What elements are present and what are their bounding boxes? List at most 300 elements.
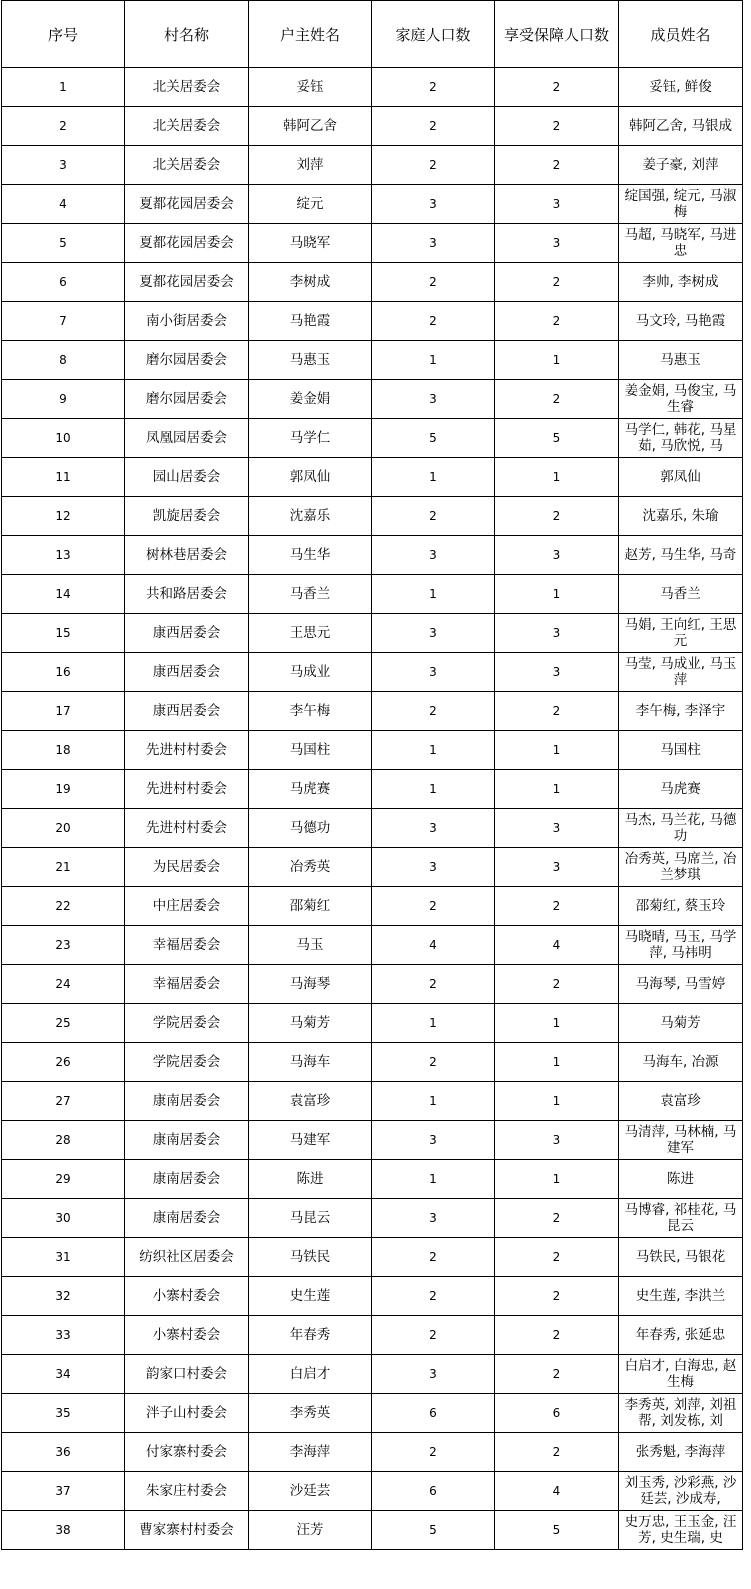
table-row bbox=[2, 419, 743, 458]
cell-family-size: 3 bbox=[372, 614, 495, 653]
cell-householder: 韩阿乙舍 bbox=[249, 107, 372, 146]
cell-family-size: 2 bbox=[372, 68, 495, 107]
table-row bbox=[2, 731, 743, 770]
cell-family-size: 2 bbox=[372, 1238, 495, 1277]
cell-family-size: 3 bbox=[372, 536, 495, 575]
col-header-members: 成员姓名 bbox=[619, 1, 743, 68]
cell-village: 小寨村委会 bbox=[125, 1316, 249, 1355]
cell-family-size: 3 bbox=[372, 224, 495, 263]
member-names: 郭凤仙 bbox=[660, 469, 701, 485]
cell-index: 1 bbox=[2, 68, 125, 107]
cell-index: 36 bbox=[2, 1433, 125, 1472]
table-row bbox=[2, 926, 743, 965]
member-names: 马国柱 bbox=[660, 742, 701, 758]
cell-covered-count: 3 bbox=[495, 848, 619, 887]
cell-householder: 姜金娟 bbox=[249, 380, 372, 419]
cell-village: 北关居委会 bbox=[125, 68, 249, 107]
cell-householder: 邵菊红 bbox=[249, 887, 372, 926]
cell-index: 26 bbox=[2, 1043, 125, 1082]
member-names: 沈嘉乐, 朱瑜 bbox=[642, 508, 719, 524]
cell-family-size: 3 bbox=[372, 848, 495, 887]
cell-householder: 李海萍 bbox=[249, 1433, 372, 1472]
member-names: 马清萍, 马林楠, 马建军 bbox=[624, 1124, 737, 1156]
cell-village: 凯旋居委会 bbox=[125, 497, 249, 536]
cell-covered-count: 1 bbox=[495, 1160, 619, 1199]
header-row bbox=[2, 1, 743, 68]
cell-family-size: 2 bbox=[372, 1433, 495, 1472]
cell-covered-count: 1 bbox=[495, 1004, 619, 1043]
table-row bbox=[2, 1160, 743, 1199]
table-row bbox=[2, 1082, 743, 1121]
table-row bbox=[2, 1238, 743, 1277]
member-names: 马铁民, 马银花 bbox=[635, 1249, 726, 1265]
cell-members bbox=[619, 1394, 743, 1433]
cell-members bbox=[619, 1160, 743, 1199]
cell-village: 为民居委会 bbox=[125, 848, 249, 887]
cell-covered-count: 3 bbox=[495, 653, 619, 692]
member-names: 冶秀英, 马席兰, 冶兰梦琪 bbox=[624, 851, 737, 883]
member-names: 马虎赛 bbox=[660, 781, 701, 797]
cell-index: 10 bbox=[2, 419, 125, 458]
cell-family-size: 5 bbox=[372, 1511, 495, 1550]
cell-village: 康西居委会 bbox=[125, 692, 249, 731]
table-row bbox=[2, 536, 743, 575]
cell-householder: 马建军 bbox=[249, 1121, 372, 1160]
member-names: 白启才, 白海忠, 赵生梅 bbox=[624, 1358, 737, 1390]
col-header-householder: 户主姓名 bbox=[249, 1, 372, 68]
cell-covered-count: 1 bbox=[495, 458, 619, 497]
col-header-village: 村名称 bbox=[125, 1, 249, 68]
cell-householder: 马玉 bbox=[249, 926, 372, 965]
table-row bbox=[2, 848, 743, 887]
cell-village: 朱家庄村委会 bbox=[125, 1472, 249, 1511]
cell-householder: 马铁民 bbox=[249, 1238, 372, 1277]
cell-members bbox=[619, 341, 743, 380]
table-row bbox=[2, 770, 743, 809]
cell-village: 先进村村委会 bbox=[125, 731, 249, 770]
cell-family-size: 1 bbox=[372, 341, 495, 380]
cell-householder: 王思元 bbox=[249, 614, 372, 653]
table-row bbox=[2, 185, 743, 224]
cell-covered-count: 2 bbox=[495, 302, 619, 341]
table-row bbox=[2, 692, 743, 731]
col-header-covered-count: 享受保障人口数 bbox=[495, 1, 619, 68]
cell-householder: 妥钰 bbox=[249, 68, 372, 107]
cell-index: 9 bbox=[2, 380, 125, 419]
cell-householder: 马昆云 bbox=[249, 1199, 372, 1238]
cell-index: 29 bbox=[2, 1160, 125, 1199]
cell-covered-count: 5 bbox=[495, 1511, 619, 1550]
cell-members bbox=[619, 458, 743, 497]
table-row bbox=[2, 458, 743, 497]
cell-village: 康西居委会 bbox=[125, 614, 249, 653]
cell-covered-count: 2 bbox=[495, 692, 619, 731]
cell-members bbox=[619, 224, 743, 263]
cell-index: 35 bbox=[2, 1394, 125, 1433]
cell-members bbox=[619, 497, 743, 536]
cell-members bbox=[619, 1316, 743, 1355]
cell-index: 15 bbox=[2, 614, 125, 653]
cell-index: 11 bbox=[2, 458, 125, 497]
cell-covered-count: 2 bbox=[495, 68, 619, 107]
cell-members bbox=[619, 1511, 743, 1550]
table-row bbox=[2, 224, 743, 263]
cell-village: 夏都花园居委会 bbox=[125, 224, 249, 263]
cell-householder: 年春秀 bbox=[249, 1316, 372, 1355]
cell-householder: 马香兰 bbox=[249, 575, 372, 614]
cell-village: 付家寨村委会 bbox=[125, 1433, 249, 1472]
table-row bbox=[2, 653, 743, 692]
table-row bbox=[2, 341, 743, 380]
cell-village: 幸福居委会 bbox=[125, 965, 249, 1004]
member-names: 马杰, 马兰花, 马德功 bbox=[624, 812, 737, 844]
cell-village: 韵家口村委会 bbox=[125, 1355, 249, 1394]
cell-family-size: 2 bbox=[372, 692, 495, 731]
cell-covered-count: 2 bbox=[495, 965, 619, 1004]
cell-covered-count: 6 bbox=[495, 1394, 619, 1433]
member-names: 姜子豪, 刘萍 bbox=[642, 157, 719, 173]
table-row bbox=[2, 380, 743, 419]
member-names: 史生莲, 李洪兰 bbox=[635, 1288, 726, 1304]
cell-index: 4 bbox=[2, 185, 125, 224]
cell-index: 5 bbox=[2, 224, 125, 263]
table-row bbox=[2, 1277, 743, 1316]
table-row bbox=[2, 887, 743, 926]
cell-members bbox=[619, 692, 743, 731]
cell-index: 14 bbox=[2, 575, 125, 614]
cell-covered-count: 2 bbox=[495, 263, 619, 302]
cell-family-size: 1 bbox=[372, 575, 495, 614]
cell-index: 16 bbox=[2, 653, 125, 692]
member-names: 马海车, 冶源 bbox=[642, 1054, 719, 1070]
cell-householder: 史生莲 bbox=[249, 1277, 372, 1316]
cell-covered-count: 2 bbox=[495, 146, 619, 185]
cell-members bbox=[619, 263, 743, 302]
table-body bbox=[2, 68, 743, 1550]
cell-village: 曹家寨村村委会 bbox=[125, 1511, 249, 1550]
cell-village: 纺织社区居委会 bbox=[125, 1238, 249, 1277]
cell-covered-count: 2 bbox=[495, 107, 619, 146]
member-names: 马超, 马晓军, 马进忠 bbox=[624, 227, 737, 259]
cell-family-size: 1 bbox=[372, 1160, 495, 1199]
cell-family-size: 2 bbox=[372, 1043, 495, 1082]
cell-village: 学院居委会 bbox=[125, 1043, 249, 1082]
member-names: 马晓晴, 马玉, 马学萍, 马祎明 bbox=[624, 929, 737, 961]
cell-covered-count: 1 bbox=[495, 575, 619, 614]
cell-householder: 冶秀英 bbox=[249, 848, 372, 887]
cell-householder: 沈嘉乐 bbox=[249, 497, 372, 536]
cell-covered-count: 3 bbox=[495, 536, 619, 575]
col-header-family-size: 家庭人口数 bbox=[372, 1, 495, 68]
cell-village: 北关居委会 bbox=[125, 107, 249, 146]
cell-members bbox=[619, 1277, 743, 1316]
cell-members bbox=[619, 107, 743, 146]
cell-members bbox=[619, 146, 743, 185]
cell-householder: 马海车 bbox=[249, 1043, 372, 1082]
cell-householder: 绽元 bbox=[249, 185, 372, 224]
cell-householder: 汪芳 bbox=[249, 1511, 372, 1550]
member-names: 马博睿, 祁桂花, 马昆云 bbox=[624, 1202, 737, 1234]
cell-index: 22 bbox=[2, 887, 125, 926]
table-row bbox=[2, 1004, 743, 1043]
cell-householder: 马艳霞 bbox=[249, 302, 372, 341]
member-names: 李秀英, 刘萍, 刘祖帮, 刘发栋, 刘 bbox=[624, 1397, 737, 1429]
cell-index: 2 bbox=[2, 107, 125, 146]
member-names: 马莹, 马成业, 马玉萍 bbox=[624, 656, 737, 688]
table-row bbox=[2, 497, 743, 536]
cell-village: 康南居委会 bbox=[125, 1160, 249, 1199]
cell-family-size: 3 bbox=[372, 653, 495, 692]
cell-family-size: 2 bbox=[372, 1277, 495, 1316]
cell-members bbox=[619, 965, 743, 1004]
cell-index: 19 bbox=[2, 770, 125, 809]
cell-family-size: 3 bbox=[372, 380, 495, 419]
cell-covered-count: 3 bbox=[495, 185, 619, 224]
member-names: 姜金娟, 马俊宝, 马生睿 bbox=[624, 383, 737, 415]
cell-covered-count: 3 bbox=[495, 1121, 619, 1160]
cell-index: 38 bbox=[2, 1511, 125, 1550]
cell-members bbox=[619, 1082, 743, 1121]
table-row bbox=[2, 146, 743, 185]
cell-index: 37 bbox=[2, 1472, 125, 1511]
cell-householder: 马德功 bbox=[249, 809, 372, 848]
cell-index: 3 bbox=[2, 146, 125, 185]
cell-householder: 马国柱 bbox=[249, 731, 372, 770]
table-row bbox=[2, 1472, 743, 1511]
member-names: 马香兰 bbox=[660, 586, 701, 602]
table-row bbox=[2, 1511, 743, 1550]
cell-members bbox=[619, 575, 743, 614]
table-row bbox=[2, 302, 743, 341]
cell-village: 南小街居委会 bbox=[125, 302, 249, 341]
table-row bbox=[2, 1043, 743, 1082]
cell-householder: 郭凤仙 bbox=[249, 458, 372, 497]
cell-index: 27 bbox=[2, 1082, 125, 1121]
cell-members bbox=[619, 848, 743, 887]
cell-village: 磨尔园居委会 bbox=[125, 380, 249, 419]
member-names: 马菊芳 bbox=[660, 1015, 701, 1031]
cell-village: 夏都花园居委会 bbox=[125, 185, 249, 224]
cell-householder: 刘萍 bbox=[249, 146, 372, 185]
table-row bbox=[2, 68, 743, 107]
member-names: 韩阿乙舍, 马银成 bbox=[628, 118, 733, 134]
member-names: 史万忠, 王玉金, 汪芳, 史生瑞, 史 bbox=[624, 1514, 737, 1546]
cell-index: 13 bbox=[2, 536, 125, 575]
cell-village: 共和路居委会 bbox=[125, 575, 249, 614]
cell-members bbox=[619, 68, 743, 107]
cell-covered-count: 2 bbox=[495, 497, 619, 536]
cell-index: 18 bbox=[2, 731, 125, 770]
cell-family-size: 1 bbox=[372, 458, 495, 497]
table-row bbox=[2, 263, 743, 302]
cell-village: 先进村村委会 bbox=[125, 770, 249, 809]
col-header-index: 序号 bbox=[2, 1, 125, 68]
cell-family-size: 2 bbox=[372, 1316, 495, 1355]
cell-index: 31 bbox=[2, 1238, 125, 1277]
cell-householder: 李午梅 bbox=[249, 692, 372, 731]
cell-village: 中庄居委会 bbox=[125, 887, 249, 926]
cell-householder: 陈进 bbox=[249, 1160, 372, 1199]
cell-index: 21 bbox=[2, 848, 125, 887]
cell-householder: 马晓军 bbox=[249, 224, 372, 263]
member-names: 张秀魁, 李海萍 bbox=[635, 1444, 726, 1460]
member-names: 邵菊红, 蔡玉玲 bbox=[635, 898, 726, 914]
cell-village: 康南居委会 bbox=[125, 1121, 249, 1160]
cell-village: 泮子山村委会 bbox=[125, 1394, 249, 1433]
cell-members bbox=[619, 1043, 743, 1082]
cell-index: 12 bbox=[2, 497, 125, 536]
cell-index: 23 bbox=[2, 926, 125, 965]
cell-members bbox=[619, 770, 743, 809]
cell-covered-count: 2 bbox=[495, 1433, 619, 1472]
cell-family-size: 1 bbox=[372, 731, 495, 770]
cell-covered-count: 1 bbox=[495, 731, 619, 770]
cell-covered-count: 2 bbox=[495, 1316, 619, 1355]
table-row bbox=[2, 575, 743, 614]
cell-village: 夏都花园居委会 bbox=[125, 263, 249, 302]
cell-covered-count: 2 bbox=[495, 1277, 619, 1316]
cell-members bbox=[619, 614, 743, 653]
cell-covered-count: 4 bbox=[495, 1472, 619, 1511]
cell-index: 34 bbox=[2, 1355, 125, 1394]
cell-members bbox=[619, 887, 743, 926]
cell-members bbox=[619, 1472, 743, 1511]
cell-covered-count: 3 bbox=[495, 224, 619, 263]
cell-members bbox=[619, 1355, 743, 1394]
member-names: 马娟, 王向红, 王思元 bbox=[624, 617, 737, 649]
cell-village: 磨尔园居委会 bbox=[125, 341, 249, 380]
cell-householder: 李秀英 bbox=[249, 1394, 372, 1433]
member-names: 赵芳, 马生华, 马奇 bbox=[624, 547, 737, 563]
cell-householder: 袁富珍 bbox=[249, 1082, 372, 1121]
cell-index: 20 bbox=[2, 809, 125, 848]
cell-village: 康西居委会 bbox=[125, 653, 249, 692]
cell-family-size: 2 bbox=[372, 497, 495, 536]
cell-members bbox=[619, 380, 743, 419]
relief-table bbox=[1, 0, 743, 1550]
cell-members bbox=[619, 653, 743, 692]
member-names: 妥钰, 鲜俊 bbox=[649, 79, 712, 95]
table-row bbox=[2, 1316, 743, 1355]
cell-index: 17 bbox=[2, 692, 125, 731]
cell-index: 8 bbox=[2, 341, 125, 380]
cell-family-size: 2 bbox=[372, 146, 495, 185]
table-row bbox=[2, 1433, 743, 1472]
cell-householder: 马海琴 bbox=[249, 965, 372, 1004]
cell-family-size: 3 bbox=[372, 1121, 495, 1160]
cell-index: 33 bbox=[2, 1316, 125, 1355]
cell-covered-count: 1 bbox=[495, 341, 619, 380]
member-names: 李帅, 李树成 bbox=[642, 274, 719, 290]
member-names: 年春秀, 张延忠 bbox=[635, 1327, 726, 1343]
cell-index: 32 bbox=[2, 1277, 125, 1316]
cell-covered-count: 2 bbox=[495, 1238, 619, 1277]
cell-index: 30 bbox=[2, 1199, 125, 1238]
cell-covered-count: 3 bbox=[495, 614, 619, 653]
cell-covered-count: 2 bbox=[495, 1199, 619, 1238]
cell-index: 28 bbox=[2, 1121, 125, 1160]
cell-family-size: 4 bbox=[372, 926, 495, 965]
table-row bbox=[2, 809, 743, 848]
cell-members bbox=[619, 302, 743, 341]
cell-householder: 白启才 bbox=[249, 1355, 372, 1394]
cell-covered-count: 1 bbox=[495, 1043, 619, 1082]
cell-members bbox=[619, 809, 743, 848]
cell-village: 树林巷居委会 bbox=[125, 536, 249, 575]
cell-householder: 马成业 bbox=[249, 653, 372, 692]
cell-village: 园山居委会 bbox=[125, 458, 249, 497]
table-row bbox=[2, 1355, 743, 1394]
cell-members bbox=[619, 536, 743, 575]
cell-members bbox=[619, 1121, 743, 1160]
cell-householder: 马菊芳 bbox=[249, 1004, 372, 1043]
cell-members bbox=[619, 1004, 743, 1043]
cell-index: 6 bbox=[2, 263, 125, 302]
cell-family-size: 6 bbox=[372, 1472, 495, 1511]
cell-householder: 李树成 bbox=[249, 263, 372, 302]
cell-village: 康南居委会 bbox=[125, 1082, 249, 1121]
cell-family-size: 2 bbox=[372, 107, 495, 146]
cell-householder: 马惠玉 bbox=[249, 341, 372, 380]
member-names: 李午梅, 李泽宇 bbox=[635, 703, 726, 719]
cell-householder: 马生华 bbox=[249, 536, 372, 575]
table-row bbox=[2, 965, 743, 1004]
table-row bbox=[2, 1121, 743, 1160]
cell-members bbox=[619, 185, 743, 224]
cell-members bbox=[619, 731, 743, 770]
cell-family-size: 3 bbox=[372, 185, 495, 224]
table-row bbox=[2, 614, 743, 653]
cell-family-size: 1 bbox=[372, 770, 495, 809]
cell-index: 25 bbox=[2, 1004, 125, 1043]
cell-householder: 马学仁 bbox=[249, 419, 372, 458]
cell-covered-count: 5 bbox=[495, 419, 619, 458]
member-names: 袁富珍 bbox=[660, 1093, 701, 1109]
cell-members bbox=[619, 1199, 743, 1238]
cell-covered-count: 2 bbox=[495, 380, 619, 419]
cell-covered-count: 2 bbox=[495, 887, 619, 926]
cell-village: 学院居委会 bbox=[125, 1004, 249, 1043]
cell-members bbox=[619, 419, 743, 458]
cell-village: 先进村村委会 bbox=[125, 809, 249, 848]
cell-covered-count: 1 bbox=[495, 1082, 619, 1121]
cell-index: 24 bbox=[2, 965, 125, 1004]
cell-family-size: 5 bbox=[372, 419, 495, 458]
table-row bbox=[2, 1199, 743, 1238]
member-names: 陈进 bbox=[667, 1171, 694, 1187]
cell-village: 凤凰园居委会 bbox=[125, 419, 249, 458]
cell-family-size: 3 bbox=[372, 809, 495, 848]
cell-covered-count: 1 bbox=[495, 770, 619, 809]
cell-family-size: 2 bbox=[372, 887, 495, 926]
member-names: 刘玉秀, 沙彩燕, 沙廷芸, 沙成寿, bbox=[624, 1475, 737, 1507]
cell-family-size: 2 bbox=[372, 965, 495, 1004]
member-names: 马学仁, 韩花, 马星茹, 马欣悦, 马 bbox=[624, 422, 737, 454]
cell-family-size: 2 bbox=[372, 302, 495, 341]
cell-householder: 沙廷芸 bbox=[249, 1472, 372, 1511]
cell-family-size: 3 bbox=[372, 1199, 495, 1238]
cell-village: 康南居委会 bbox=[125, 1199, 249, 1238]
member-names: 绽国强, 绽元, 马淑梅 bbox=[624, 188, 737, 220]
cell-members bbox=[619, 1433, 743, 1472]
table-row bbox=[2, 107, 743, 146]
member-names: 马惠玉 bbox=[660, 352, 701, 368]
cell-family-size: 2 bbox=[372, 263, 495, 302]
member-names: 马海琴, 马雪婷 bbox=[635, 976, 726, 992]
cell-householder: 马虎赛 bbox=[249, 770, 372, 809]
cell-covered-count: 2 bbox=[495, 1355, 619, 1394]
cell-family-size: 1 bbox=[372, 1004, 495, 1043]
